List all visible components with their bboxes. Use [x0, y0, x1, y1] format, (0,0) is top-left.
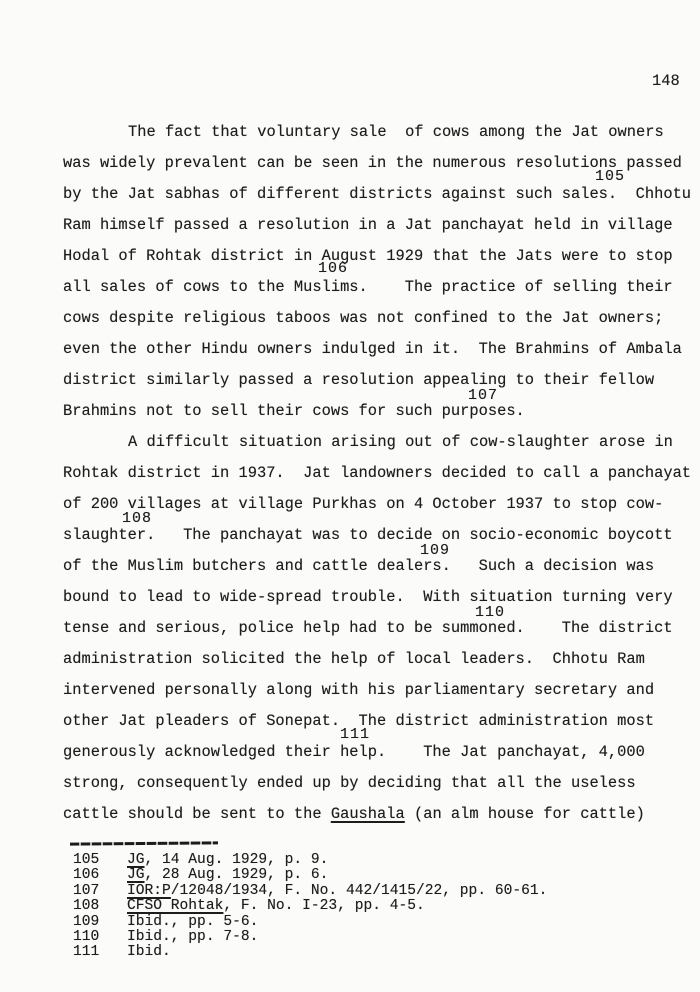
body-line	[63, 799, 700, 830]
body-line	[63, 272, 700, 303]
text-segment: , 28 Aug. 1929, p. 6.	[144, 867, 329, 884]
footnote-text	[127, 884, 547, 899]
footnote-number: 106	[73, 867, 100, 884]
text-segment: was widely prevalent can be seen in the numerous resolutions passed	[63, 154, 682, 172]
body-line	[63, 334, 700, 365]
footnote-ref: 106	[318, 260, 349, 277]
text-segment: Ibid.	[127, 944, 171, 961]
footnote-number: 111	[73, 944, 100, 961]
underlined-text: Gaushala	[330, 805, 405, 823]
footnote-text	[127, 868, 328, 883]
text-segment: generously acknowledged their help. The Jat panchayat, 4,000	[63, 743, 645, 761]
underlined-text: IOR:P	[127, 882, 171, 899]
text-segment: strong, consequently ended up by deciding that all the useless	[63, 774, 636, 792]
footnote-item	[73, 899, 547, 914]
footnote-item	[73, 868, 547, 883]
body-line	[63, 241, 700, 272]
footnote-ref: 109	[420, 542, 451, 559]
footnote-item	[73, 915, 547, 930]
text-segment: by the Jat sabhas of different districts against such sales. Chhotu	[63, 185, 692, 203]
footnote-ref: 110	[475, 604, 506, 621]
text-segment: Ibid., pp. 7-8.	[127, 929, 259, 946]
body-line	[63, 365, 700, 396]
text-segment: Hodal of Rohtak district in August 1929 that the Jats were to stop	[63, 247, 673, 265]
text-segment: bound to lead to wide-spread trouble. With situation turning very	[63, 588, 673, 606]
body-line	[63, 737, 700, 768]
footnote-text	[127, 915, 258, 930]
footnote-text	[127, 853, 328, 868]
footnote-number: 110	[73, 929, 100, 946]
text-segment: cows despite religious taboos was not confined to the Jat owners;	[63, 309, 664, 327]
text-segment: of the Muslim butchers and cattle dealers. Such a decision was	[63, 557, 655, 575]
body-line	[63, 117, 700, 148]
text-segment: district similarly passed a resolution appealing to their fellow	[63, 371, 655, 389]
body-line	[63, 303, 700, 334]
footnote-ref: 111	[340, 726, 371, 743]
footnote-ref: 108	[122, 510, 153, 527]
footnotes	[73, 853, 547, 961]
body-line	[63, 210, 700, 241]
footnote-separator	[70, 841, 218, 845]
body-line	[63, 489, 700, 520]
text-segment: , 14 Aug. 1929, p. 9.	[144, 852, 329, 868]
footnote-text	[127, 899, 425, 914]
text-segment: /12048/1934, F. No. 442/1415/22, pp. 60-61.	[170, 882, 548, 899]
text-segment: tense and serious, police help had to be summoned. The district	[63, 619, 673, 637]
body-line	[63, 613, 700, 644]
body-line	[63, 675, 700, 706]
text-segment: slaughter. The panchayat was to decide on socio-economic boycott	[63, 526, 673, 544]
text-segment: intervened personally along with his parliamentary secretary and	[63, 681, 655, 699]
footnote-text	[127, 945, 171, 960]
footnote-item	[73, 884, 547, 899]
body-line	[63, 582, 700, 613]
body-line	[63, 458, 700, 489]
footnote-number: 109	[73, 913, 100, 930]
text-segment: Ibid., pp. 5-6.	[127, 913, 259, 930]
text-segment: other Jat pleaders of Sonepat. The district administration most	[63, 712, 655, 730]
text-segment: Rohtak district in 1937. Jat landowners decided to call a panchayat	[63, 464, 692, 482]
body-line	[63, 551, 700, 582]
text-segment: Ram himself passed a resolution in a Jat panchayat held in village	[63, 216, 673, 234]
text-segment: (an alm house for cattle)	[404, 805, 645, 823]
footnote-number: 108	[73, 898, 100, 915]
underlined-text: CFSO Rohtak	[127, 898, 224, 915]
body-line	[63, 520, 700, 551]
body-text	[63, 117, 700, 830]
body-line	[63, 706, 700, 737]
footnote-item	[73, 853, 547, 868]
text-segment: , F. No. I-23, pp. 4-5.	[223, 898, 425, 915]
text-segment: Brahmins not to sell their cows for such purposes.	[63, 402, 525, 420]
page-number: 148	[652, 72, 680, 90]
text-segment: all sales of cows to the Muslims. The practice of selling their	[63, 278, 673, 296]
footnote-item	[73, 945, 547, 960]
text-segment: cattle should be sent to the	[63, 805, 331, 823]
underlined-text: JG	[127, 867, 145, 884]
footnote-ref: 107	[468, 387, 499, 404]
body-line	[63, 768, 700, 799]
text-segment: The fact that voluntary sale of cows among the Jat owners	[128, 123, 664, 141]
footnote-number: 107	[73, 882, 100, 899]
body-line	[63, 644, 700, 675]
text-segment: even the other Hindu owners indulged in it. The Brahmins of Ambala	[63, 340, 682, 358]
body-line	[63, 396, 700, 427]
text-segment: A difficult situation arising out of cow-slaughter arose in	[128, 433, 673, 451]
text-segment: of 200 villages at village Purkhas on 4 October 1937 to stop cow-	[63, 495, 664, 513]
underlined-text: JG	[127, 852, 145, 868]
body-line	[63, 427, 700, 458]
text-segment: administration solicited the help of local leaders. Chhotu Ram	[63, 650, 645, 668]
footnote-ref: 105	[595, 168, 626, 185]
footnote-number: 105	[73, 852, 100, 868]
